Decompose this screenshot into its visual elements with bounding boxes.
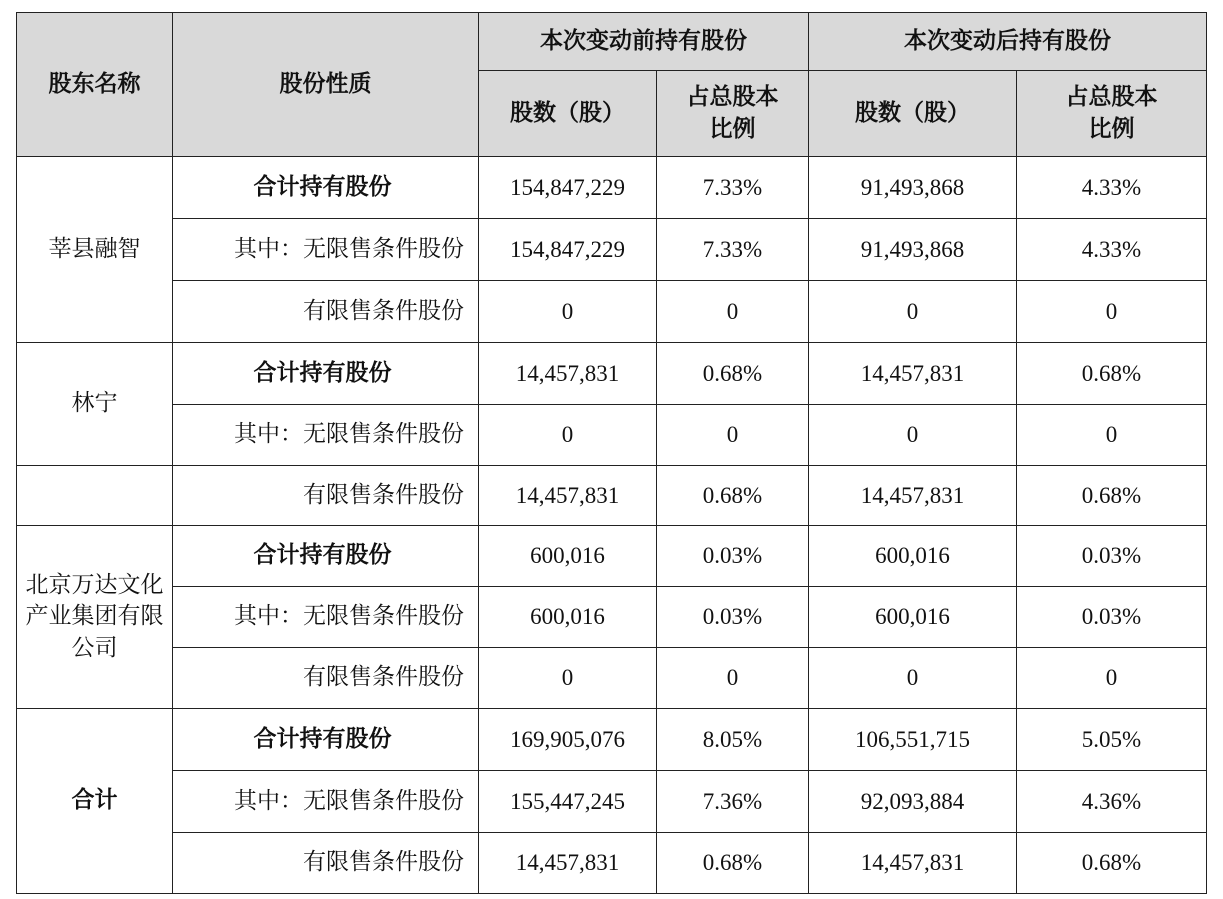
share-nature: 有限售条件股份 (173, 281, 479, 343)
after-ratio: 0 (1017, 281, 1207, 343)
before-shares: 0 (479, 648, 657, 709)
share-nature: 有限售条件股份 (173, 648, 479, 709)
before-ratio: 7.33% (657, 157, 809, 219)
header-after-ratio: 占总股本比例 (1017, 71, 1207, 157)
before-shares: 14,457,831 (479, 343, 657, 405)
table-row (17, 709, 1207, 771)
before-shares: 600,016 (479, 526, 657, 587)
header-before-ratio: 占总股本比例 (657, 71, 809, 157)
header-before-shares: 股数（股） (479, 71, 657, 157)
before-ratio: 0 (657, 281, 809, 343)
before-shares: 169,905,076 (479, 709, 657, 771)
after-ratio: 4.36% (1017, 771, 1207, 833)
after-ratio: 4.33% (1017, 219, 1207, 281)
after-shares: 14,457,831 (809, 343, 1017, 405)
before-ratio: 7.36% (657, 771, 809, 833)
shareholding-change-table (16, 12, 1207, 894)
after-ratio: 0 (1017, 405, 1207, 466)
after-ratio: 4.33% (1017, 157, 1207, 219)
share-nature: 其中：无限售条件股份 (173, 771, 479, 833)
before-ratio: 0.68% (657, 343, 809, 405)
table-row (17, 343, 1207, 405)
before-shares: 154,847,229 (479, 219, 657, 281)
table-row (17, 157, 1207, 219)
after-shares: 600,016 (809, 587, 1017, 648)
share-nature: 合计持有股份 (173, 157, 479, 219)
after-shares: 0 (809, 405, 1017, 466)
before-shares: 155,447,245 (479, 771, 657, 833)
header-holder: 股东名称 (17, 13, 173, 157)
share-nature: 其中：无限售条件股份 (173, 219, 479, 281)
table-row (17, 587, 1207, 648)
holder-name: 北京万达文化产业集团有限公司 (17, 526, 173, 709)
table-row (17, 219, 1207, 281)
after-shares: 91,493,868 (809, 157, 1017, 219)
table-row (17, 466, 1207, 526)
after-ratio: 0.68% (1017, 833, 1207, 894)
after-shares: 92,093,884 (809, 771, 1017, 833)
before-ratio: 0 (657, 648, 809, 709)
header-nature: 股份性质 (173, 13, 479, 157)
holder-name: 合计 (17, 709, 173, 894)
after-shares: 600,016 (809, 526, 1017, 587)
after-shares: 14,457,831 (809, 833, 1017, 894)
after-ratio: 0.68% (1017, 466, 1207, 526)
before-ratio: 7.33% (657, 219, 809, 281)
table-row (17, 526, 1207, 587)
before-ratio: 0.03% (657, 587, 809, 648)
share-nature: 合计持有股份 (173, 526, 479, 587)
before-ratio: 8.05% (657, 709, 809, 771)
after-shares: 0 (809, 281, 1017, 343)
before-ratio: 0.03% (657, 526, 809, 587)
table-row (17, 648, 1207, 709)
before-shares: 600,016 (479, 587, 657, 648)
holder-name (17, 466, 173, 526)
table-row (17, 771, 1207, 833)
share-nature: 其中：无限售条件股份 (173, 587, 479, 648)
after-ratio: 5.05% (1017, 709, 1207, 771)
header-after: 本次变动后持有股份 (809, 13, 1207, 71)
after-ratio: 0.03% (1017, 526, 1207, 587)
header-before: 本次变动前持有股份 (479, 13, 809, 71)
after-shares: 106,551,715 (809, 709, 1017, 771)
before-shares: 14,457,831 (479, 466, 657, 526)
share-nature: 有限售条件股份 (173, 833, 479, 894)
table-row (17, 281, 1207, 343)
holder-name: 林宁 (17, 343, 173, 466)
before-ratio: 0 (657, 405, 809, 466)
after-shares: 91,493,868 (809, 219, 1017, 281)
after-ratio: 0.68% (1017, 343, 1207, 405)
after-shares: 0 (809, 648, 1017, 709)
before-shares: 0 (479, 281, 657, 343)
before-shares: 154,847,229 (479, 157, 657, 219)
after-ratio: 0.03% (1017, 587, 1207, 648)
share-nature: 其中：无限售条件股份 (173, 405, 479, 466)
before-shares: 14,457,831 (479, 833, 657, 894)
share-nature: 合计持有股份 (173, 709, 479, 771)
after-ratio: 0 (1017, 648, 1207, 709)
before-ratio: 0.68% (657, 833, 809, 894)
before-shares: 0 (479, 405, 657, 466)
share-nature: 合计持有股份 (173, 343, 479, 405)
before-ratio: 0.68% (657, 466, 809, 526)
table-row (17, 833, 1207, 894)
header-after-shares: 股数（股） (809, 71, 1017, 157)
share-nature: 有限售条件股份 (173, 466, 479, 526)
table-row (17, 405, 1207, 466)
after-shares: 14,457,831 (809, 466, 1017, 526)
holder-name: 莘县融智 (17, 157, 173, 343)
